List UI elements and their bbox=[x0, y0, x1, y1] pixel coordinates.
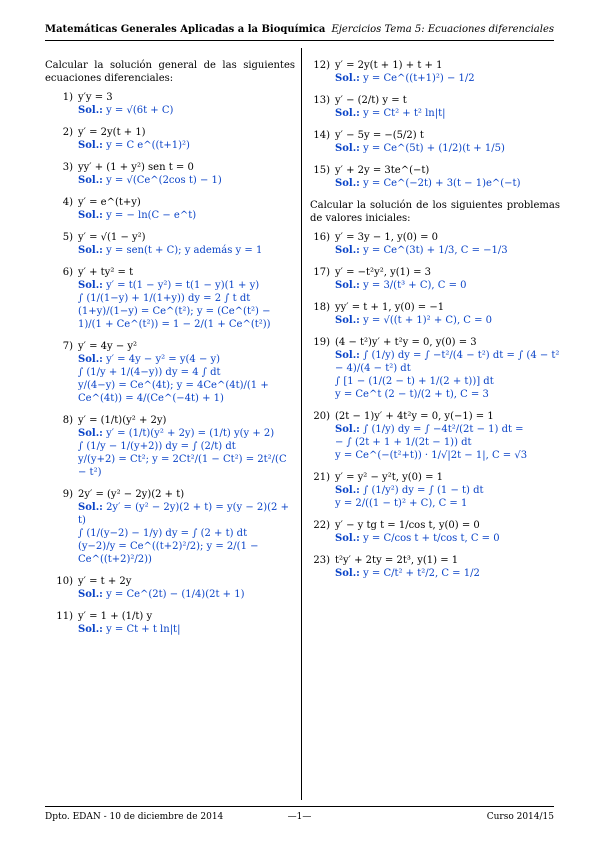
solution-text: y′ = t(1 − y²) = t(1 − y)(1 + y) bbox=[106, 280, 260, 291]
exercise-statement bbox=[310, 266, 560, 279]
solution-text: (1+y)/(1−y) = Ce^(t²); y = (Ce^(t²) − 1)/(1 + Ce^(t²)) = 1 − 2/(1 + Ce^(t²)) bbox=[78, 306, 271, 330]
solution-label: Sol.: bbox=[335, 485, 360, 496]
exercise-statement bbox=[310, 59, 560, 72]
solution bbox=[78, 427, 295, 479]
exercise-number: 2) bbox=[62, 127, 73, 138]
exercise-number: 12) bbox=[313, 60, 330, 71]
solution-text: y = Ce^(2t) − (1/4)(2t + 1) bbox=[106, 589, 245, 600]
solution-line bbox=[335, 532, 560, 545]
exercise-statement bbox=[310, 164, 560, 177]
exercise bbox=[45, 126, 295, 152]
solution-text: y = √(6t + C) bbox=[106, 105, 174, 116]
solution-line bbox=[78, 501, 295, 527]
solution-label: Sol.: bbox=[335, 568, 360, 579]
solution-text: y = Ce^((t+1)²) − 1/2 bbox=[363, 73, 475, 84]
exercise-number: 8) bbox=[62, 415, 73, 426]
solution bbox=[335, 484, 560, 510]
footer-rule bbox=[45, 806, 554, 807]
exercise bbox=[45, 266, 295, 331]
solution-label: Sol.: bbox=[78, 624, 103, 635]
exercise-equation: 2y′ = (y² − 2y)(2 + t) bbox=[78, 489, 185, 500]
solution-line bbox=[78, 379, 295, 405]
solution bbox=[78, 209, 295, 222]
solution-label: Sol.: bbox=[78, 245, 103, 256]
exercise-equation: y′ − (2/t) y = t bbox=[335, 95, 407, 106]
column-divider bbox=[301, 48, 302, 800]
exercise-statement bbox=[45, 91, 295, 104]
solution bbox=[78, 623, 295, 636]
solution-label: Sol.: bbox=[335, 533, 360, 544]
exercise bbox=[310, 519, 560, 545]
exercise-equation: y′ + 2y = 3te^(−t) bbox=[335, 165, 430, 176]
page-header bbox=[45, 24, 554, 40]
exercise bbox=[310, 164, 560, 190]
exercise-list-right-a bbox=[310, 59, 560, 190]
exercise-statement bbox=[310, 301, 560, 314]
solution-text: y′ = (1/t)(y² + 2y) = (1/t) y(y + 2) bbox=[106, 428, 275, 439]
solution-text: y = Ct + t ln|t| bbox=[106, 624, 181, 635]
exercise-statement bbox=[45, 126, 295, 139]
exercise-number: 1) bbox=[62, 92, 73, 103]
exercise-number: 6) bbox=[62, 267, 73, 278]
exercise-statement bbox=[310, 471, 560, 484]
exercise-number: 9) bbox=[62, 489, 73, 500]
solution-text: y = Ct² + t² ln|t| bbox=[363, 108, 446, 119]
solution bbox=[335, 107, 560, 120]
exercise-equation: yy′ = t + 1, y(0) = −1 bbox=[335, 302, 445, 313]
exercise-equation: y′ = −t²y², y(1) = 3 bbox=[335, 267, 431, 278]
solution-text: ∫ (1/(y−2) − 1/y) dy = ∫ (2 + t) dt bbox=[78, 528, 248, 539]
solution-line bbox=[335, 314, 560, 327]
exercise-equation: y′ = t + 2y bbox=[78, 576, 132, 587]
exercise-statement bbox=[45, 161, 295, 174]
solution-line bbox=[335, 72, 560, 85]
solution-line bbox=[78, 279, 295, 292]
solution-label: Sol.: bbox=[335, 108, 360, 119]
solution-text: y = − ln(C − e^t) bbox=[106, 210, 197, 221]
solution bbox=[335, 532, 560, 545]
solution bbox=[78, 139, 295, 152]
solution bbox=[78, 353, 295, 405]
exercise bbox=[310, 554, 560, 580]
solution-text: ∫ (1/(1−y) + 1/(1+y)) dy = 2 ∫ t dt bbox=[78, 293, 251, 304]
solution bbox=[78, 104, 295, 117]
solution-text: y = Ce^(5t) + (1/2)(t + 1/5) bbox=[363, 143, 505, 154]
solution bbox=[335, 177, 560, 190]
exercise-equation: y′ = 3y − 1, y(0) = 0 bbox=[335, 232, 439, 243]
exercise bbox=[310, 129, 560, 155]
solution bbox=[78, 279, 295, 331]
solution-line bbox=[78, 540, 295, 566]
exercise bbox=[45, 414, 295, 479]
solution-text: (y−2)/y = Ce^((t+2)²/2); y = 2/(1 − Ce^((t+2)²/2)) bbox=[78, 541, 259, 565]
exercise-equation: y′ = y² − y²t, y(0) = 1 bbox=[335, 472, 443, 483]
solution-line bbox=[335, 177, 560, 190]
solution-label: Sol.: bbox=[335, 350, 360, 361]
exercise bbox=[310, 336, 560, 401]
solution-label: Sol.: bbox=[78, 105, 103, 116]
solution-label: Sol.: bbox=[335, 424, 360, 435]
exercise-statement bbox=[45, 196, 295, 209]
solution-text: ∫ (1/y) dy = ∫ −4t²/(2t − 1) dt = bbox=[363, 424, 524, 435]
solution bbox=[78, 501, 295, 566]
solution bbox=[335, 279, 560, 292]
solution-line bbox=[78, 527, 295, 540]
exercise-number: 20) bbox=[313, 411, 330, 422]
exercise-statement bbox=[310, 410, 560, 423]
solution-text: y′ = 4y − y² = y(4 − y) bbox=[106, 354, 221, 365]
solution-label: Sol.: bbox=[335, 73, 360, 84]
exercise bbox=[45, 196, 295, 222]
solution-label: Sol.: bbox=[78, 502, 103, 513]
solution bbox=[335, 244, 560, 257]
solution-line bbox=[335, 375, 560, 388]
solution-line bbox=[335, 567, 560, 580]
exercise-list-right-b bbox=[310, 231, 560, 580]
solution-line bbox=[335, 142, 560, 155]
solution-label: Sol.: bbox=[335, 143, 360, 154]
solution-text: − ∫ (2t + 1 + 1/(2t − 1)) dt bbox=[335, 437, 472, 448]
solution-line bbox=[78, 292, 295, 305]
solution-label: Sol.: bbox=[78, 175, 103, 186]
solution-line bbox=[78, 623, 295, 636]
solution-text: y/(y+2) = Ct²; y = 2Ct²/(1 − Ct²) = 2t²/(C − t²) bbox=[78, 454, 287, 478]
exercise bbox=[310, 94, 560, 120]
exercise-equation: y′ = e^(t+y) bbox=[78, 197, 141, 208]
solution-line bbox=[335, 244, 560, 257]
exercise-statement bbox=[45, 414, 295, 427]
exercise-equation: (4 − t²)y′ + t²y = 0, y(0) = 3 bbox=[335, 337, 477, 348]
solution-label: Sol.: bbox=[335, 315, 360, 326]
solution bbox=[335, 349, 560, 401]
solution-text: y = sen(t + C); y además y = 1 bbox=[106, 245, 263, 256]
exercise bbox=[45, 231, 295, 257]
exercise-number: 7) bbox=[62, 341, 73, 352]
solution-line bbox=[78, 139, 295, 152]
solution-text: ∫ (1/y²) dy = ∫ (1 − t) dt bbox=[363, 485, 484, 496]
exercise bbox=[45, 575, 295, 601]
solution-label: Sol.: bbox=[78, 589, 103, 600]
solution-line bbox=[335, 388, 560, 401]
solution-text: y = C/cos t + t/cos t, C = 0 bbox=[363, 533, 500, 544]
solution-label: Sol.: bbox=[335, 178, 360, 189]
solution-text: y = C e^((t+1)²) bbox=[106, 140, 190, 151]
course-title: Matemáticas Generales Aplicadas a la Bioquímica bbox=[45, 24, 326, 35]
exercise bbox=[45, 91, 295, 117]
exercise-number: 11) bbox=[56, 611, 73, 622]
solution-text: y = Ce^t (2 − t)/(2 + t), C = 3 bbox=[335, 389, 489, 400]
exercise-statement bbox=[310, 231, 560, 244]
exercise-statement bbox=[310, 336, 560, 349]
solution-label: Sol.: bbox=[335, 245, 360, 256]
exercise-number: 14) bbox=[313, 130, 330, 141]
exercise-equation: y′ − 5y = −(5/2) t bbox=[335, 130, 424, 141]
exercise-number: 4) bbox=[62, 197, 73, 208]
solution-line bbox=[78, 588, 295, 601]
solution-line bbox=[78, 366, 295, 379]
solution-text: 2y′ = (y² − 2y)(2 + t) = y(y − 2)(2 + t) bbox=[78, 502, 289, 526]
exercise bbox=[45, 161, 295, 187]
exercise-equation: yy′ + (1 + y²) sen t = 0 bbox=[78, 162, 194, 173]
exercise-number: 19) bbox=[313, 337, 330, 348]
exercise-equation: y′ + ty² = t bbox=[78, 267, 134, 278]
exercise-equation: (2t − 1)y′ + 4t²y = 0, y(−1) = 1 bbox=[335, 411, 494, 422]
exercise-equation: y′ = 2y(t + 1) + t + 1 bbox=[335, 60, 443, 71]
exercise-number: 22) bbox=[313, 520, 330, 531]
solution-label: Sol.: bbox=[78, 354, 103, 365]
solution-label: Sol.: bbox=[78, 280, 103, 291]
exercise-statement bbox=[310, 519, 560, 532]
solution-line bbox=[78, 174, 295, 187]
intro-initial-value: Calcular la solución de los siguientes problemas de valores iniciales: bbox=[310, 200, 560, 224]
solution bbox=[335, 142, 560, 155]
exercise-number: 13) bbox=[313, 95, 330, 106]
solution-line bbox=[335, 449, 560, 462]
exercise bbox=[310, 471, 560, 510]
solution-line bbox=[78, 353, 295, 366]
solution-line bbox=[78, 453, 295, 479]
solution-text: ∫ (1/y + 1/(4−y)) dy = 4 ∫ dt bbox=[78, 367, 221, 378]
solution-line bbox=[335, 423, 560, 436]
exercise bbox=[45, 488, 295, 566]
solution-text: y = Ce^(−2t) + 3(t − 1)e^(−t) bbox=[363, 178, 521, 189]
exercise bbox=[45, 610, 295, 636]
solution-text: y/(4−y) = Ce^(4t); y = 4Ce^(4t)/(1 + Ce^(4t)) = 4/(Ce^(−4t) + 1) bbox=[78, 380, 269, 404]
solution bbox=[335, 314, 560, 327]
exercise-equation: y′ − y tg t = 1/cos t, y(0) = 0 bbox=[335, 520, 480, 531]
exercise-number: 17) bbox=[313, 267, 330, 278]
solution-line bbox=[335, 279, 560, 292]
solution bbox=[335, 567, 560, 580]
solution bbox=[78, 174, 295, 187]
solution-text: y = Ce^(3t) + 1/3, C = −1/3 bbox=[363, 245, 508, 256]
solution-line bbox=[335, 497, 560, 510]
exercise-list-left bbox=[45, 91, 295, 636]
exercise-equation: t²y′ + 2ty = 2t³, y(1) = 1 bbox=[335, 555, 459, 566]
exercise-equation: y′ = 2y(t + 1) bbox=[78, 127, 146, 138]
exercise bbox=[310, 301, 560, 327]
exercise bbox=[310, 59, 560, 85]
solution-line bbox=[335, 107, 560, 120]
exercise-statement bbox=[310, 129, 560, 142]
exercise-statement bbox=[45, 610, 295, 623]
solution-label: Sol.: bbox=[78, 210, 103, 221]
exercise-statement bbox=[310, 94, 560, 107]
exercise-number: 5) bbox=[62, 232, 73, 243]
exercise-equation: y′ = 1 + (1/t) y bbox=[78, 611, 153, 622]
exercise bbox=[310, 410, 560, 462]
sheet-title: Ejercicios Tema 5: Ecuaciones diferenciales bbox=[331, 24, 554, 35]
exercise-number: 3) bbox=[62, 162, 73, 173]
solution-text: ∫ [1 − (1/(2 − t) + 1/(2 + t))] dt bbox=[335, 376, 494, 387]
exercise-number: 16) bbox=[313, 232, 330, 243]
exercise-equation: y′y = 3 bbox=[78, 92, 113, 103]
right-column bbox=[310, 59, 560, 589]
solution-line bbox=[78, 244, 295, 257]
solution-text: y = √((t + 1)² + C), C = 0 bbox=[363, 315, 493, 326]
exercise-number: 23) bbox=[313, 555, 330, 566]
solution-line bbox=[78, 104, 295, 117]
solution-text: y = C/t² + t²/2, C = 1/2 bbox=[363, 568, 480, 579]
exercise-statement bbox=[45, 340, 295, 353]
solution-line bbox=[78, 209, 295, 222]
solution-line bbox=[335, 349, 560, 375]
solution-line bbox=[78, 305, 295, 331]
exercise-statement bbox=[45, 231, 295, 244]
exercise-statement bbox=[45, 488, 295, 501]
page-footer bbox=[45, 812, 554, 824]
left-column bbox=[45, 59, 295, 645]
exercise-number: 15) bbox=[313, 165, 330, 176]
solution-line bbox=[335, 436, 560, 449]
exercise-equation: y′ = (1/t)(y² + 2y) bbox=[78, 415, 167, 426]
header-rule bbox=[45, 40, 554, 41]
solution-line bbox=[78, 440, 295, 453]
intro-general: Calcular la solución general de las siguientes ecuaciones diferenciales: bbox=[45, 60, 295, 84]
exercise bbox=[310, 266, 560, 292]
solution-text: ∫ (1/y) dy = ∫ −t²/(4 − t²) dt = ∫ (4 − t² − 4)/(4 − t²) dt bbox=[335, 350, 560, 374]
exercise-number: 18) bbox=[313, 302, 330, 313]
solution-line bbox=[78, 427, 295, 440]
exercise-statement bbox=[45, 266, 295, 279]
solution-label: Sol.: bbox=[78, 140, 103, 151]
footer-course: Curso 2014/15 bbox=[486, 812, 554, 822]
solution bbox=[335, 423, 560, 462]
exercise-statement bbox=[45, 575, 295, 588]
footer-dept: Dpto. EDAN - 10 de diciembre de 2014 bbox=[45, 812, 224, 822]
solution bbox=[78, 244, 295, 257]
exercise bbox=[45, 340, 295, 405]
solution-text: y = Ce^(−(t²+t)) · 1/√|2t − 1|, C = √3 bbox=[335, 450, 528, 461]
solution-text: y = 2/((1 − t)² + C), C = 1 bbox=[335, 498, 468, 509]
solution-label: Sol.: bbox=[335, 280, 360, 291]
solution bbox=[335, 72, 560, 85]
exercise-equation: y′ = 4y − y² bbox=[78, 341, 138, 352]
solution-label: Sol.: bbox=[78, 428, 103, 439]
solution bbox=[78, 588, 295, 601]
page-number: —1— bbox=[287, 812, 312, 822]
solution-text: y = 3/(t³ + C), C = 0 bbox=[363, 280, 467, 291]
exercise bbox=[310, 231, 560, 257]
exercise-statement bbox=[310, 554, 560, 567]
solution-text: ∫ (1/y − 1/(y+2)) dy = ∫ (2/t) dt bbox=[78, 441, 236, 452]
exercise-number: 10) bbox=[56, 576, 73, 587]
solution-line bbox=[335, 484, 560, 497]
solution-text: y = √(Ce^(2cos t) − 1) bbox=[106, 175, 222, 186]
exercise-number: 21) bbox=[313, 472, 330, 483]
exercise-equation: y′ = √(1 − y²) bbox=[78, 232, 146, 243]
